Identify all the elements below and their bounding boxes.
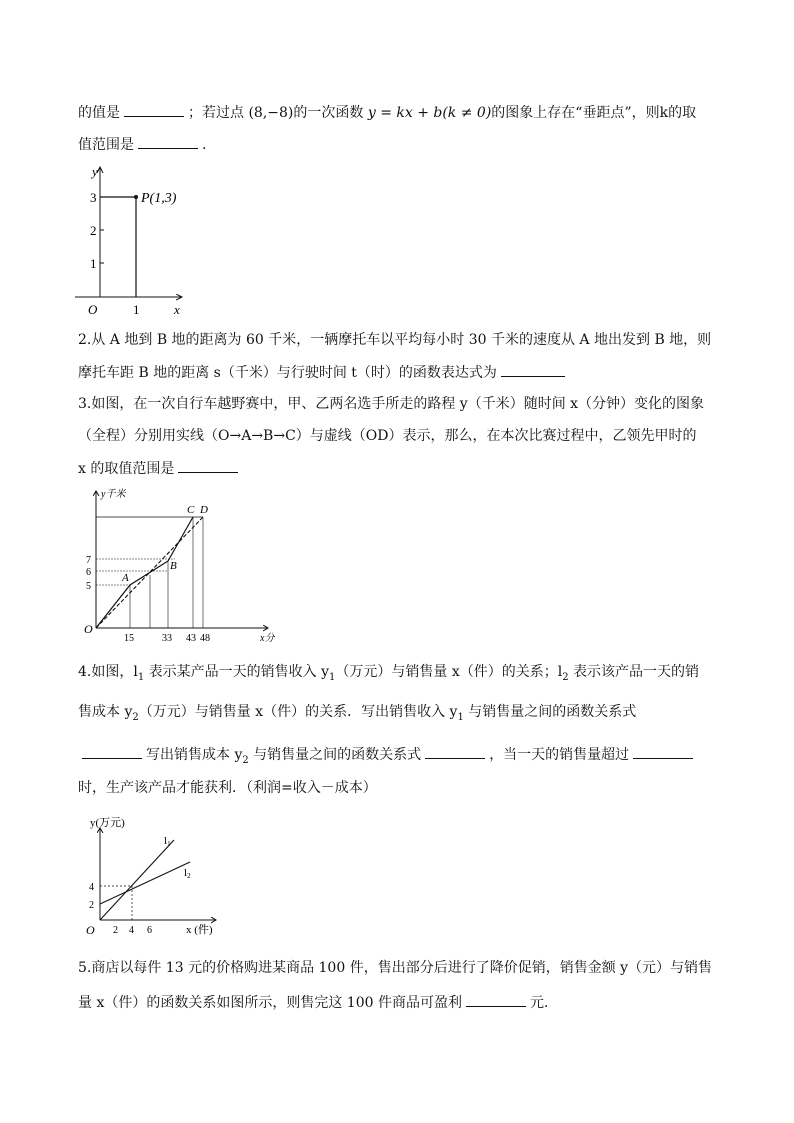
y-tick: 7: [86, 555, 91, 566]
x-tick: 43: [186, 633, 196, 644]
q2-line1: 2.从 A 地到 B 地的距离为 60 千米，一辆摩托车以平均每小时 30 千米的速度从 A 地出发到 B 地，则: [78, 332, 712, 348]
q1-text: 的一次函数: [293, 105, 364, 121]
answer-blank[interactable]: [138, 134, 198, 149]
x-axis-label: x分: [260, 633, 275, 644]
x-tick: 15: [124, 633, 134, 644]
q4-figure: [80, 812, 230, 944]
q5-line1: 5.商店以每件 13 元的价格购进某商品 100 件，售出部分后进行了降价促销，销售金额 y（元）与销售: [78, 960, 713, 976]
l1-label: l1: [164, 835, 171, 848]
l2-label: l2: [184, 867, 191, 880]
y-tick: 4: [89, 882, 94, 893]
origin-label: O: [86, 923, 95, 937]
solid-line-oabc: [96, 517, 193, 628]
x-tick: 6: [147, 925, 152, 936]
q5-text: 元．: [529, 995, 558, 1011]
q5-line2: [78, 992, 558, 1013]
origin-label: O: [84, 622, 93, 636]
y-axis-label: y: [92, 164, 98, 179]
x-tick: 1: [133, 302, 140, 317]
x-tick: 33: [162, 633, 172, 644]
answer-blank[interactable]: [633, 744, 693, 759]
line-l2: [100, 862, 190, 904]
q3-line3: [78, 458, 242, 479]
x-axis-label: x: [174, 302, 180, 317]
q5-text: 量 x（件）的函数关系如图所示，则售完这 100 件商品可盈利: [78, 995, 462, 1011]
point-c-label: C: [187, 504, 195, 516]
x-axis-label: x (件): [186, 924, 213, 936]
q4-line2: 售成本 $y_2$（万元）与销售量 x（件）的关系．写出销售收入 $y_1$ 与销售量之间的函数关系式: [78, 704, 637, 723]
q1-line1: [78, 102, 696, 123]
q1-formula: y = kx + b(k ≠ 0): [367, 105, 492, 121]
y-tick: 3: [90, 190, 97, 205]
q1-figure: [70, 162, 190, 322]
q4-line4: 时，生产该产品才能获利．（利润=收入－成本）: [78, 780, 377, 796]
answer-blank[interactable]: [124, 102, 184, 117]
point-d-label: D: [200, 504, 208, 516]
answer-blank[interactable]: [82, 744, 142, 759]
answer-blank[interactable]: [466, 992, 526, 1007]
q1-text: ；若过点: [188, 105, 244, 121]
q3-line2: （全程）分别用实线（O→A→B→C）与虚线（OD）表示，那么，在本次比赛过程中，乙领先甲时的: [78, 428, 697, 444]
y-tick: 1: [90, 256, 97, 271]
line-l1: [100, 840, 174, 920]
q1-text: 的图象上存在“垂距点”，则k的取: [491, 105, 697, 121]
q1-line2: [78, 134, 206, 155]
q3-text: x 的取值范围是: [78, 461, 175, 477]
q1-text: 的值是: [78, 105, 120, 121]
point-p: [134, 195, 138, 199]
y-axis-label: y千米: [101, 489, 126, 500]
answer-blank[interactable]: [425, 744, 485, 759]
point-p-label: P(1,3): [141, 191, 177, 206]
x-tick: 48: [200, 633, 210, 644]
q1-text: 值范围是: [78, 137, 134, 153]
origin-label: O: [88, 302, 98, 317]
q2-line2: [78, 362, 569, 383]
q2-text: 摩托车距 B 地的距离 s（千米）与行驶时间 t（时）的函数表达式为: [78, 365, 497, 381]
q1-point: (8,−8): [248, 105, 294, 121]
q4-line1: 4.如图，$l_1$ 表示某产品一天的销售收入 $y_1$（万元）与销售量 x（件）的关系；$l_2$ 表示该产品一天的销: [78, 664, 700, 683]
x-tick: 2: [113, 925, 118, 936]
answer-blank[interactable]: [501, 362, 565, 377]
y-tick: 5: [86, 581, 91, 592]
point-a-label: A: [122, 572, 129, 584]
y-axis-label: y(万元): [90, 817, 125, 829]
x-tick: 4: [129, 925, 134, 936]
q3-line1: 3.如图，在一次自行车越野赛中，甲、乙两名选手所走的路程 y（千米）随时间 x（分钟）变化的图象: [78, 396, 705, 412]
q3-figure: [80, 485, 280, 645]
y-tick: 2: [90, 223, 97, 238]
point-b-label: B: [170, 560, 177, 572]
y-tick: 2: [89, 900, 94, 911]
answer-blank[interactable]: [178, 458, 238, 473]
q4-line3: 写出销售成本 $y_2$ 与销售量之间的函数关系式 ，当一天的销售量超过: [78, 744, 697, 771]
q1-text: .: [202, 137, 207, 153]
y-tick: 6: [86, 567, 91, 578]
